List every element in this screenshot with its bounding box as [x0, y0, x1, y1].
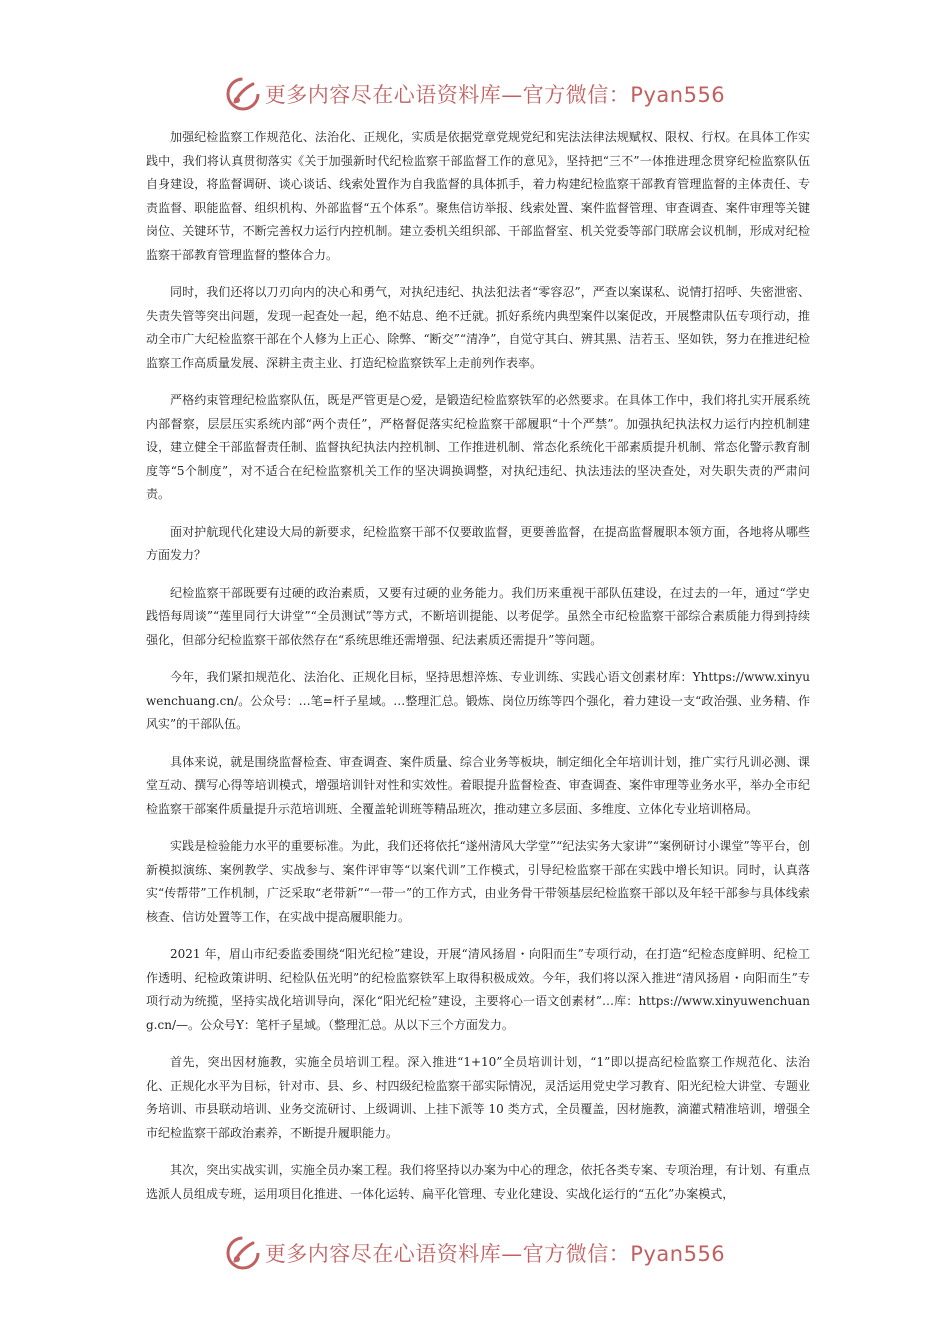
paragraph: 首先，突出因材施教，实施全员培训工程。深入推进“1+10”全员培训计划，“1”即以提高纪检监察工作规范化、法治化、正规化水平为目标，针对市、县、乡、村四级纪检监察干部实际情况，灵活运用党史学习教育、阳光纪检大讲堂、专题业务培训、市县联动培训、业务交流研讨、上级调训、上挂下派等 10 类方式，全员覆盖，因材施教，滴灌式精准培训，增强全市纪检监察干部政治素养，不断提升履职能力。: [146, 1055, 810, 1140]
paragraph: 具体来说，就是围绕监督检查、审查调查、案件质量、综合业务等板块，制定细化全年培训计划，推广实行凡训必测、课堂互动、撰写心得等培训模式，增强培训针对性和实效性。着眼提升监督检查、审查调查、案件审理等业务水平，举办全市纪检监察干部案件质量提升示范培训班、全覆盖轮训班等精品班次，推动建立多层面、多维度、立体化专业培训格局。: [146, 754, 810, 816]
paragraph: 实践是检验能力水平的重要标准。为此，我们还将依托“遂州清风大学堂”“纪法实务大家讲”“案例研讨小课堂”等平台，创新模拟演练、案例教学、实战参与、案件评审等“以案代训”工作模式，引导纪检监察干部在实践中增长知识。同时，认真落实“传帮带”工作机制，广泛采取“老带新”“一带一”的工作方式，由业务骨干带领基层纪检监察干部以及年轻干部参与具体线索核查、信访处置等工作，在实战中提高履职能力。: [146, 839, 810, 924]
footer-banner-text: 更多内容尽在心语资料库—官方微信：Pyan556: [264, 1242, 726, 1266]
paragraph: 其次，突出实战实训，实施全员办案工程。我们将坚持以办案为中心的理念，依托各类专案、专项治理，有计划、有重点选派人员组成专班，运用项目化推进、一体化运转、扁平化管理、专业化建设、实战化运行的“五化”办案模式，: [146, 1163, 810, 1201]
header-banner: [0, 72, 950, 116]
paragraph: 严格约束管理纪检监察队伍，既是严管更是○爱，是锻造纪检监察铁军的必然要求。在具体工作中，我们将扎实开展系统内部督察，层层压实系统内部“两个责任”，严格督促落实纪检监察干部履职“十个严禁”。加强执纪执法权力运行内控机制建设，建立健全干部监督责任制、监督执纪执法内控机制、工作推进机制、常态化系统化干部素质提升机制、常态化警示教育制度等“5个制度”，对不适合在纪检监察机关工作的坚决调换调整，对执纪违纪、执法违法的坚决查处，对失职失责的严肃问责。: [146, 393, 810, 501]
paragraph: 加强纪检监察工作规范化、法治化、正规化，实质是依据党章党规党纪和宪法法律法规赋权、限权、行权。在具体工作实践中，我们将认真贯彻落实《关于加强新时代纪检监察干部监督工作的意见》，坚持把“三不”一体推进理念贯穿纪检监察队伍自身建设，将监督调研、谈心谈话、线索处置作为自我监督的具体抓手，着力构建纪检监察干部教育管理监督的主体责任、专责监督、职能监督、组织机构、外部监督“五个体系”。聚焦信访举报、线索处置、案件监督管理、审查调查、案件审理等关键岗位、关键环节，不断完善权力运行内控机制。建立委机关组织部、干部监督室、机关党委等部门联席会议机制，形成对纪检监察干部教育管理监督的整体合力。: [146, 130, 810, 262]
paragraph: 面对护航现代化建设大局的新要求，纪检监察干部不仅要敢监督，更要善监督，在提高监督履职本领方面，各地将从哪些方面发力？: [146, 524, 810, 562]
header-banner-text: 更多内容尽在心语资料库—官方微信：Pyan556: [264, 83, 726, 107]
paragraph: 今年，我们紧扣规范化、法治化、正规化目标，坚持思想淬炼、专业训练、实践心语文创素材库：Yhttps://www.xinyuwenchuang.cn/。公众号：…笔=杆子星域。…整理汇总。锻炼、岗位历练等四个强化，着力建设一支“政治强、业务精、作风实”的干部队伍。: [146, 670, 810, 731]
paragraph: 纪检监察干部既要有过硬的政治素质，又要有过硬的业务能力。我们历来重视干部队伍建设，在过去的一年，通过“学史践悟每周谈”“莲里同行大讲堂”“全员测试”等方式，不断培训提能、以考促学。虽然全市纪检监察干部综合素质能力得到持续强化，但部分纪检监察干部依然存在“系统思维还需增强、纪法素质还需提升”等问题。: [146, 585, 810, 647]
brush-logo-icon: [225, 76, 261, 112]
footer-banner: [0, 1231, 950, 1275]
paragraph: 同时，我们还将以刀刃向内的决心和勇气，对执纪违纪、执法犯法者“零容忍”，严查以案谋私、说情打招呼、失密泄密、失责失管等突出问题，发现一起查处一起，绝不姑息、绝不迁就。抓好系统内典型案件以案促改，开展整肃队伍专项行动，推动全市广大纪检监察干部在个人修为上正心、除弊、“断交”“清净”，自觉守其白、辨其黑、洁若玉、坚如铁，努力在推进纪检监察工作高质量发展、深耕主责主业、打造纪检监察铁军上走前列作表率。: [146, 285, 810, 370]
brush-logo-icon: [225, 1235, 261, 1271]
paragraph: 2021 年，眉山市纪委监委围绕“阳光纪检”建设，开展“清风扬眉・向阳而生”专项行动，在打造“纪检态度鲜明、纪检工作透明、纪检政策讲明、纪检队伍光明”的纪检监察铁军上取得积极成效。今年，我们将以深入推进“清风扬眉・向阳而生”专项行动为统揽，坚持实战化培训导向，深化“阳光纪检”建设，主要将心一语文创素材”…库：https://www.xinyuwenchuang.cn/—。公众号Y：笔杆子星域。（整理汇总。从以下三个方面发力。: [146, 947, 810, 1032]
article-body: [146, 126, 810, 1220]
